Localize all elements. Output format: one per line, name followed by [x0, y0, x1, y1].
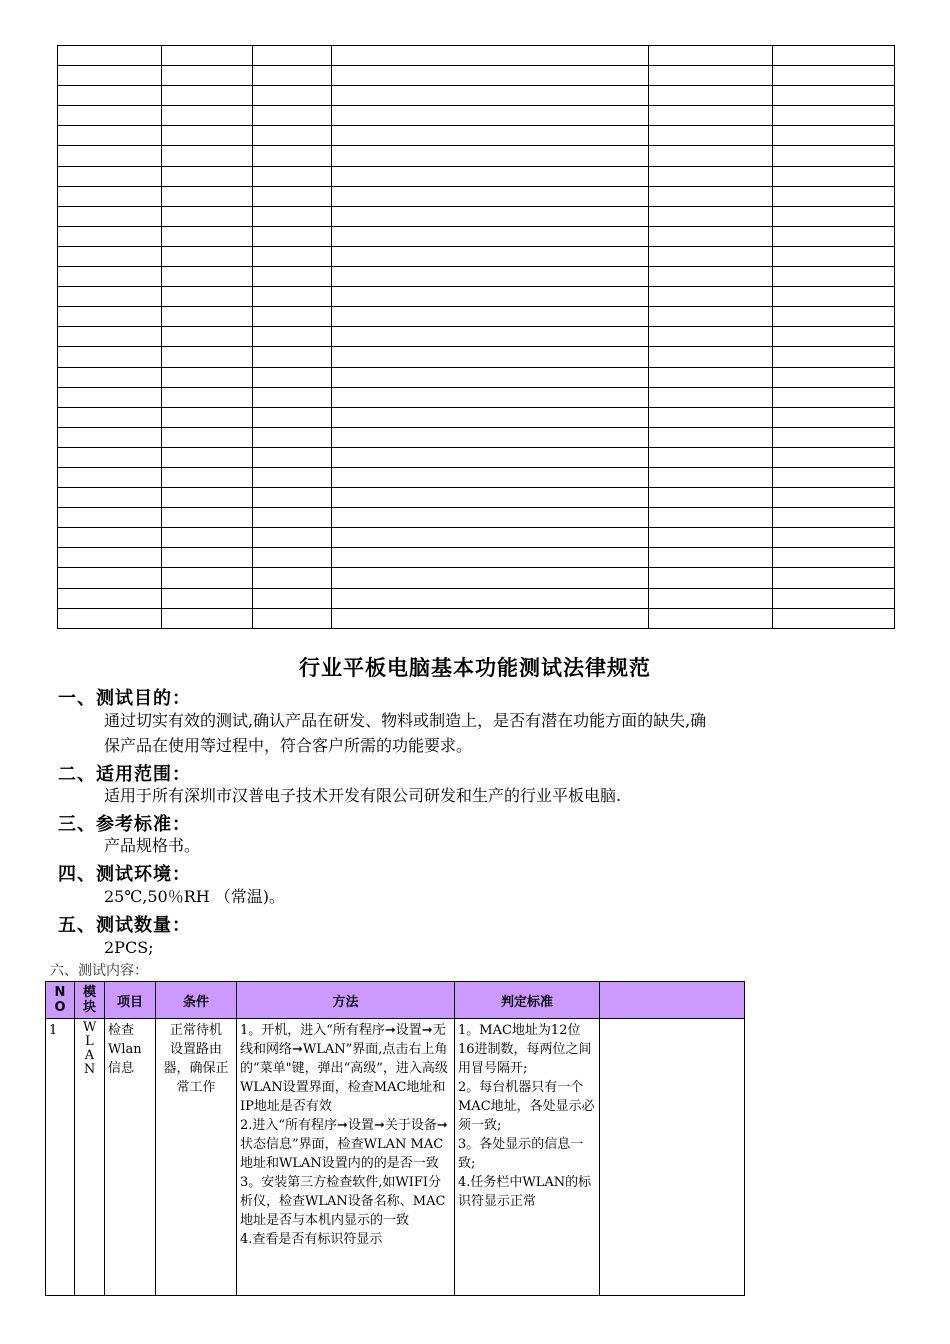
grid-row — [58, 327, 895, 347]
grid-cell — [253, 126, 332, 146]
grid-cell — [649, 568, 773, 588]
section-text-purpose-2: 保产品在使用等过程中，符合客户所需的功能要求。 — [104, 736, 473, 755]
grid-row — [58, 347, 895, 367]
grid-cell — [162, 146, 253, 166]
grid-cell — [332, 447, 649, 467]
grid-cell — [58, 427, 162, 447]
grid-cell — [58, 206, 162, 226]
grid-cell — [58, 267, 162, 287]
grid-cell — [58, 407, 162, 427]
grid-cell — [649, 608, 773, 628]
grid-cell — [773, 66, 895, 86]
grid-cell — [58, 548, 162, 568]
grid-cell — [162, 608, 253, 628]
cell-method: 1。开机，进入“所有程序➞设置➞无线和网络➞WLAN”界面,点击右上角的“菜单"键，弹出“高级”，进入高级WLAN设置界面，检查MAC地址和IP地址是否有效 2.进入“所有程序➞设置➞关于设备➞状态信息”界面，检查WLAN MAC地址和WLAN设置内的的是否一致 3。安装第三方检查软件,如WIFI分析仪，检查WLAN设备名称、MAC地址是否与本机内显示的一致 4.查看是否有标识符显示 — [237, 1019, 455, 1296]
grid-cell — [773, 186, 895, 206]
grid-cell — [58, 508, 162, 528]
grid-cell — [162, 206, 253, 226]
grid-cell — [162, 347, 253, 367]
grid-row — [58, 166, 895, 186]
grid-cell — [773, 467, 895, 487]
grid-cell — [332, 246, 649, 266]
grid-cell — [332, 467, 649, 487]
grid-cell — [58, 387, 162, 407]
grid-cell — [773, 387, 895, 407]
section-text-environment: 25℃,50％RH （常温)。 — [104, 887, 286, 906]
grid-cell — [253, 347, 332, 367]
grid-cell — [332, 106, 649, 126]
grid-cell — [162, 86, 253, 106]
grid-cell — [253, 226, 332, 246]
section-text-scope: 适用于所有深圳市汉普电子技术开发有限公司研发和生产的行业平板电脑. — [104, 786, 622, 805]
grid-cell — [162, 568, 253, 588]
grid-cell — [649, 447, 773, 467]
grid-cell — [332, 528, 649, 548]
grid-cell — [332, 287, 649, 307]
grid-row — [58, 66, 895, 86]
grid-cell — [162, 488, 253, 508]
header-condition: 条件 — [156, 982, 237, 1019]
grid-cell — [58, 126, 162, 146]
grid-cell — [649, 548, 773, 568]
grid-cell — [332, 327, 649, 347]
section-heading-purpose: 一、测试目的： — [58, 688, 191, 709]
grid-cell — [253, 206, 332, 226]
grid-row — [58, 467, 895, 487]
grid-cell — [649, 267, 773, 287]
grid-cell — [649, 126, 773, 146]
grid-cell — [649, 508, 773, 528]
grid-cell — [773, 508, 895, 528]
grid-cell — [773, 287, 895, 307]
grid-row — [58, 186, 895, 206]
grid-cell — [253, 307, 332, 327]
cell-module: WLAN — [75, 1019, 105, 1296]
grid-cell — [773, 427, 895, 447]
grid-cell — [253, 588, 332, 608]
grid-cell — [773, 226, 895, 246]
grid-cell — [162, 307, 253, 327]
grid-cell — [332, 226, 649, 246]
grid-cell — [332, 427, 649, 447]
grid-cell — [649, 206, 773, 226]
grid-cell — [649, 367, 773, 387]
grid-cell — [253, 327, 332, 347]
grid-cell — [649, 46, 773, 66]
grid-row — [58, 588, 895, 608]
empty-grid-table — [57, 45, 895, 629]
section-text-standard: 产品规格书。 — [104, 836, 201, 855]
grid-cell — [58, 588, 162, 608]
grid-cell — [253, 166, 332, 186]
grid-cell — [649, 287, 773, 307]
header-method: 方法 — [237, 982, 455, 1019]
grid-cell — [332, 588, 649, 608]
grid-row — [58, 387, 895, 407]
grid-cell — [162, 287, 253, 307]
grid-cell — [58, 226, 162, 246]
grid-cell — [58, 66, 162, 86]
grid-cell — [253, 267, 332, 287]
grid-cell — [253, 488, 332, 508]
grid-row — [58, 548, 895, 568]
grid-cell — [58, 447, 162, 467]
grid-cell — [58, 608, 162, 628]
grid-cell — [773, 528, 895, 548]
section-heading-quantity: 五、测试数量： — [58, 915, 191, 936]
grid-row — [58, 246, 895, 266]
grid-cell — [773, 86, 895, 106]
grid-cell — [58, 347, 162, 367]
grid-cell — [332, 367, 649, 387]
grid-cell — [253, 427, 332, 447]
grid-cell — [162, 548, 253, 568]
cell-criteria: 1。MAC地址为12位16进制数，每两位之间用冒号隔开; 2。每台机器只有一个MAC地址，各处显示必须一致; 3。各处显示的信息一致; 4.任务栏中WLAN的标识符显示正常 — [455, 1019, 600, 1296]
grid-cell — [162, 186, 253, 206]
grid-cell — [253, 387, 332, 407]
grid-cell — [253, 86, 332, 106]
grid-cell — [162, 66, 253, 86]
grid-cell — [773, 608, 895, 628]
grid-cell — [253, 46, 332, 66]
grid-cell — [253, 608, 332, 628]
grid-cell — [58, 307, 162, 327]
grid-cell — [253, 548, 332, 568]
grid-row — [58, 407, 895, 427]
grid-row — [58, 86, 895, 106]
grid-cell — [162, 126, 253, 146]
grid-cell — [649, 327, 773, 347]
grid-cell — [773, 367, 895, 387]
grid-cell — [773, 146, 895, 166]
grid-cell — [332, 46, 649, 66]
grid-cell — [58, 166, 162, 186]
grid-cell — [162, 427, 253, 447]
grid-cell — [332, 186, 649, 206]
grid-cell — [773, 166, 895, 186]
cell-condition: 正常待机 设置路由器，确保正常工作 — [156, 1019, 237, 1296]
section-text-purpose-1: 通过切实有效的测试,确认产品在研发、物料或制造上，是否有潜在功能方面的缺失,确 — [104, 711, 707, 730]
grid-row — [58, 287, 895, 307]
grid-row — [58, 568, 895, 588]
grid-cell — [332, 508, 649, 528]
section-heading-standard: 三、参考标准： — [58, 814, 191, 835]
cell-no: 1 — [46, 1019, 75, 1296]
grid-cell — [649, 146, 773, 166]
grid-cell — [649, 307, 773, 327]
grid-cell — [773, 447, 895, 467]
grid-row — [58, 608, 895, 628]
grid-cell — [773, 246, 895, 266]
grid-row — [58, 267, 895, 287]
grid-row — [58, 427, 895, 447]
grid-cell — [253, 508, 332, 528]
grid-cell — [253, 66, 332, 86]
grid-cell — [773, 327, 895, 347]
grid-cell — [162, 407, 253, 427]
grid-cell — [162, 508, 253, 528]
grid-cell — [332, 146, 649, 166]
grid-cell — [58, 86, 162, 106]
grid-cell — [332, 86, 649, 106]
cell-extra — [600, 1019, 745, 1296]
grid-cell — [773, 307, 895, 327]
grid-cell — [332, 488, 649, 508]
grid-cell — [649, 528, 773, 548]
grid-cell — [649, 588, 773, 608]
grid-row — [58, 508, 895, 528]
grid-cell — [253, 367, 332, 387]
grid-cell — [773, 267, 895, 287]
grid-cell — [332, 347, 649, 367]
grid-cell — [58, 568, 162, 588]
cell-item: 检查Wlan信息 — [105, 1019, 156, 1296]
grid-cell — [253, 246, 332, 266]
grid-cell — [58, 488, 162, 508]
grid-cell — [162, 246, 253, 266]
grid-cell — [649, 246, 773, 266]
grid-cell — [649, 226, 773, 246]
grid-cell — [332, 568, 649, 588]
grid-cell — [162, 166, 253, 186]
grid-row — [58, 367, 895, 387]
grid-cell — [253, 467, 332, 487]
grid-cell — [649, 106, 773, 126]
grid-cell — [649, 347, 773, 367]
grid-row — [58, 226, 895, 246]
document-title: 行业平板电脑基本功能测试法律规范 — [299, 656, 651, 680]
grid-cell — [162, 588, 253, 608]
grid-cell — [773, 206, 895, 226]
grid-cell — [773, 588, 895, 608]
grid-cell — [332, 206, 649, 226]
grid-cell — [253, 568, 332, 588]
grid-row — [58, 528, 895, 548]
grid-row — [58, 488, 895, 508]
test-content-table — [45, 981, 745, 1296]
header-no: NO — [46, 982, 75, 1019]
grid-row — [58, 126, 895, 146]
grid-cell — [253, 186, 332, 206]
grid-cell — [332, 126, 649, 146]
table-row — [46, 1019, 745, 1296]
grid-row — [58, 447, 895, 467]
grid-cell — [162, 46, 253, 66]
grid-cell — [58, 367, 162, 387]
test-content-label: 六、测试内容： — [50, 963, 148, 979]
grid-cell — [58, 287, 162, 307]
grid-cell — [58, 528, 162, 548]
header-extra — [600, 982, 745, 1019]
grid-row — [58, 146, 895, 166]
grid-cell — [162, 106, 253, 126]
grid-cell — [773, 347, 895, 367]
grid-cell — [332, 407, 649, 427]
grid-cell — [649, 427, 773, 447]
grid-cell — [253, 146, 332, 166]
grid-cell — [162, 528, 253, 548]
section-text-quantity: 2PCS; — [104, 938, 154, 957]
grid-cell — [773, 407, 895, 427]
grid-cell — [649, 407, 773, 427]
grid-cell — [162, 387, 253, 407]
grid-cell — [58, 467, 162, 487]
grid-cell — [332, 66, 649, 86]
header-criteria: 判定标准 — [455, 982, 600, 1019]
grid-cell — [332, 166, 649, 186]
grid-cell — [773, 568, 895, 588]
grid-cell — [58, 146, 162, 166]
section-heading-scope: 二、适用范围： — [58, 764, 191, 785]
grid-cell — [58, 46, 162, 66]
grid-cell — [162, 327, 253, 347]
grid-cell — [58, 327, 162, 347]
grid-row — [58, 206, 895, 226]
grid-cell — [253, 528, 332, 548]
grid-cell — [332, 387, 649, 407]
grid-cell — [253, 287, 332, 307]
grid-cell — [649, 467, 773, 487]
grid-cell — [253, 447, 332, 467]
grid-cell — [332, 608, 649, 628]
grid-cell — [649, 86, 773, 106]
grid-cell — [253, 106, 332, 126]
grid-cell — [58, 246, 162, 266]
grid-cell — [649, 488, 773, 508]
grid-cell — [649, 66, 773, 86]
grid-cell — [162, 226, 253, 246]
grid-cell — [773, 106, 895, 126]
grid-cell — [58, 186, 162, 206]
grid-cell — [332, 267, 649, 287]
grid-cell — [649, 186, 773, 206]
header-item: 项目 — [105, 982, 156, 1019]
grid-cell — [162, 447, 253, 467]
section-heading-environment: 四、测试环境： — [58, 864, 191, 885]
grid-cell — [253, 407, 332, 427]
grid-cell — [649, 387, 773, 407]
grid-cell — [773, 46, 895, 66]
grid-cell — [773, 488, 895, 508]
grid-cell — [773, 126, 895, 146]
grid-cell — [58, 106, 162, 126]
grid-cell — [649, 166, 773, 186]
grid-cell — [162, 367, 253, 387]
grid-row — [58, 46, 895, 66]
grid-row — [58, 106, 895, 126]
grid-row — [58, 307, 895, 327]
grid-cell — [773, 548, 895, 568]
grid-cell — [162, 267, 253, 287]
grid-cell — [332, 548, 649, 568]
grid-cell — [162, 467, 253, 487]
header-module: 模块 — [75, 982, 105, 1019]
grid-cell — [332, 307, 649, 327]
